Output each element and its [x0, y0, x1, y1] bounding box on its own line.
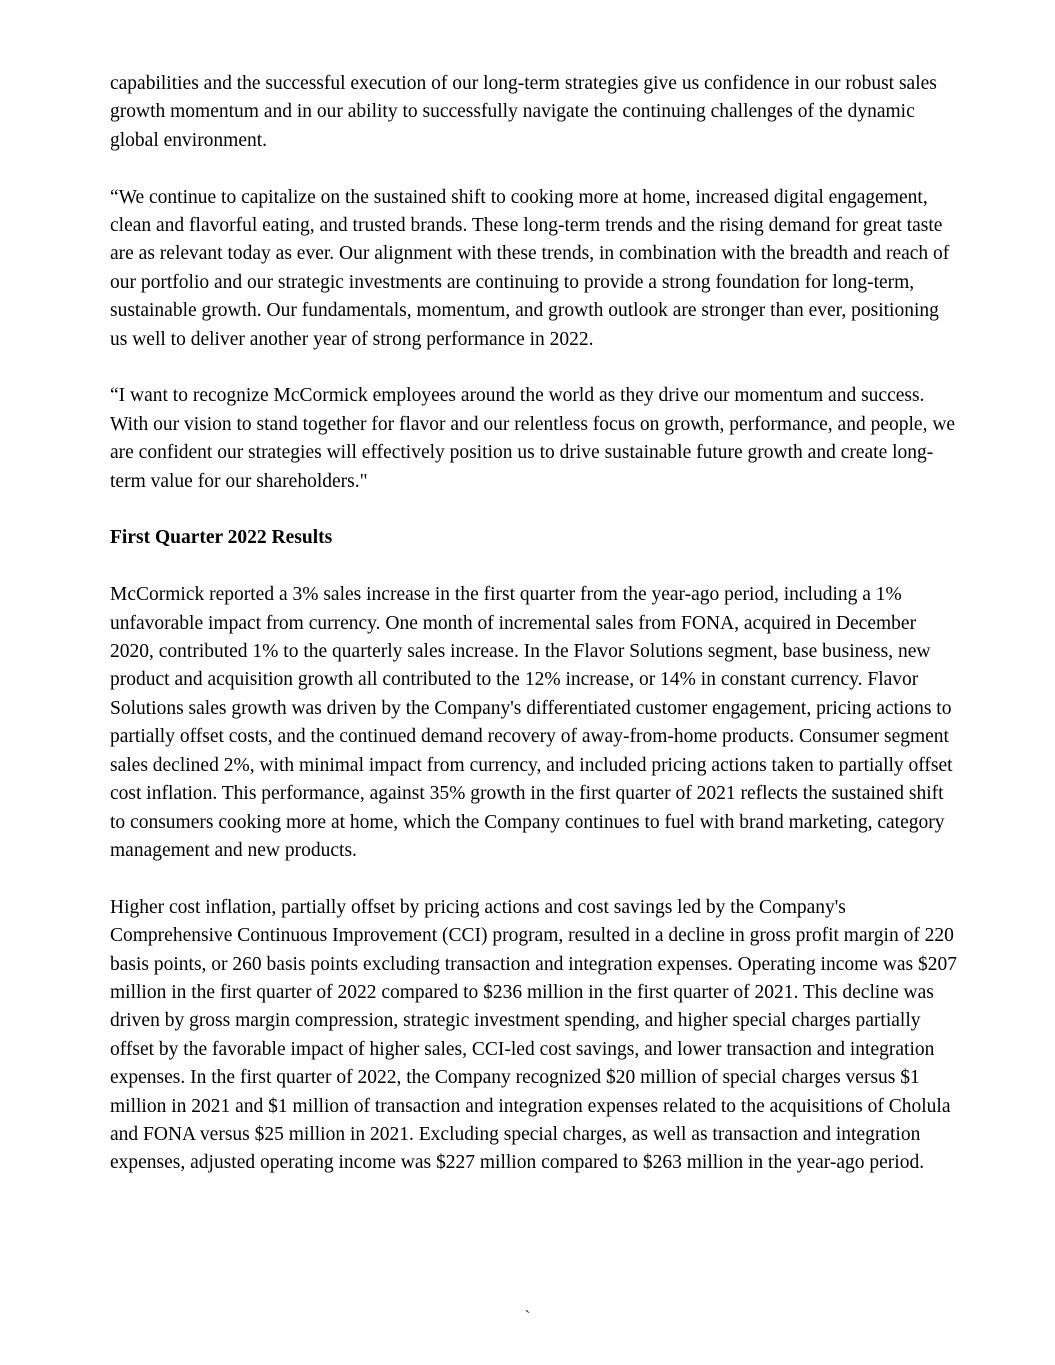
body-paragraph: capabilities and the successful execution of our long-term strategies give us confidence in our robust sales growth momentum and in our ability to successfully navigate the continuing challenges of the dynamic global environment. — [110, 73, 937, 151]
section-heading: First Quarter 2022 Results — [110, 527, 333, 549]
document-body — [110, 70, 960, 1206]
body-paragraph: McCormick reported a 3% sales increase in the first quarter from the year-ago period, including a 1% unfavorable impact from currency. One month of incremental sales from FONA, acquired in December 2020, contributed 1% to the quarterly sales increase. In the Flavor Solutions segment, base business, new product and acquisition growth all contributed to the 12% increase, or 14% in constant currency. Flavor Solutions sales growth was driven by the Company's differentiated customer engagement, pricing actions to partially offset costs, and the continued demand recovery of away-from-home products. Consumer segment sales declined 2%, with minimal impact from currency, and included pricing actions taken to partially offset cost inflation. This performance, against 35% growth in the first quarter of 2021 reflects the sustained shift to consumers cooking more at home, which the Company continues to fuel with brand marketing, category management and new products. — [110, 584, 953, 861]
body-paragraph: Higher cost inflation, partially offset by pricing actions and cost savings led by the Company's Comprehensive Continuous Improvement (CCI) program, resulted in a decline in gross profit margin of 220 basis points, or 260 basis points excluding transaction and integration expenses. Operating income was $207 million in the first quarter of 2022 compared to $236 million in the first quarter of 2021. This decline was driven by gross margin compression, strategic investment spending, and higher special charges partially offset by the favorable impact of higher sales, CCI-led cost savings, and lower transaction and integration expenses. In the first quarter of 2022, the Company recognized $20 million of special charges versus $1 million in 2021 and $1 million of transaction and integration expenses related to the acquisitions of Cholula and FONA versus $25 million in 2021. Excluding special charges, as well as transaction and integration expenses, adjusted operating income was $227 million compared to $263 million in the year-ago period. — [110, 896, 958, 1174]
body-paragraph: “We continue to capitalize on the sustained shift to cooking more at home, increased digital engagement, clean and flavorful eating, and trusted brands. These long-term trends and the rising demand for great taste are as relevant today as ever. Our alignment with these trends, in combination with the breadth and reach of our portfolio and our strategic investments are continuing to provide a strong foundation for long-term, sustainable growth. Our fundamentals, momentum, and growth outlook are stronger than ever, positioning us well to deliver another year of strong performance in 2022. — [110, 186, 950, 350]
footer-mark: ` — [524, 1307, 531, 1327]
body-paragraph: “I want to recognize McCormick employees around the world as they drive our momentum and success. With our vision to stand together for flavor and our relentless focus on growth, performance, and people, we are confident our strategies will effectively position us to drive sustainable future growth and create long-term value for our shareholders." — [110, 385, 956, 492]
